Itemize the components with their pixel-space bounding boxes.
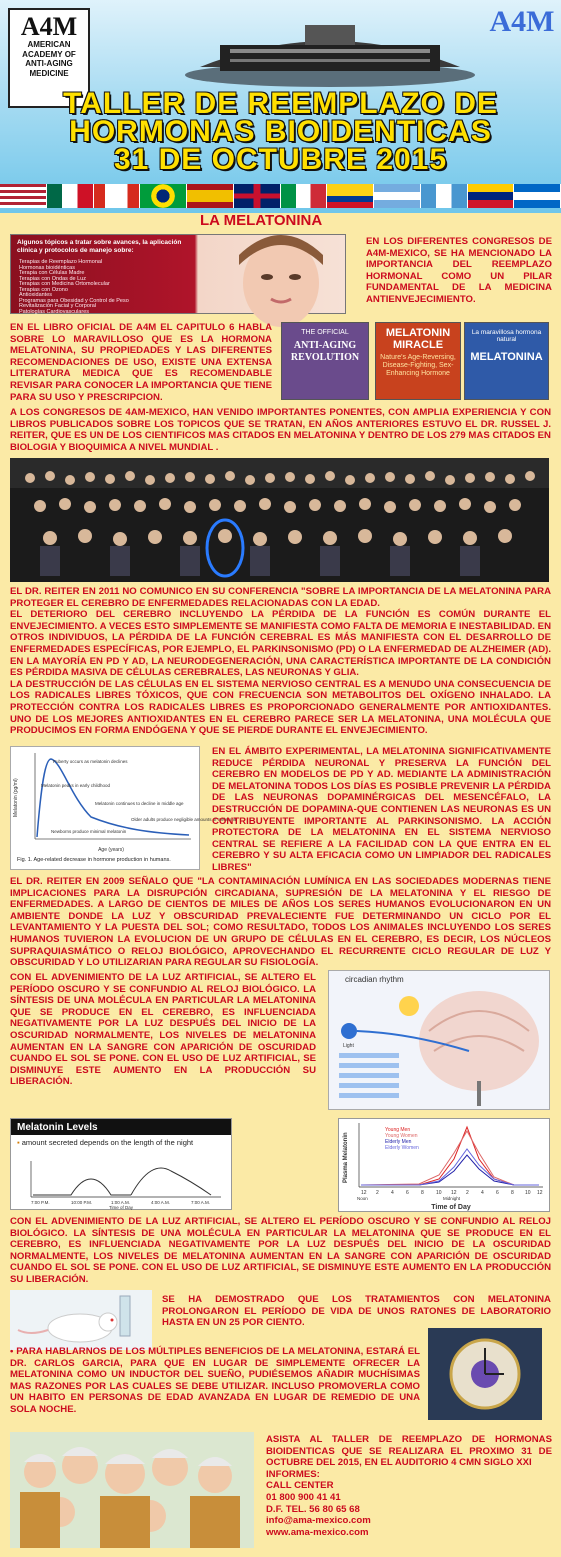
chart-xlabel: Age (years) — [98, 847, 124, 853]
topic-item: Terapia con Células Madre — [19, 270, 85, 276]
paragraph-intro: EN LOS DIFERENTES CONGRESOS DE A4M-MEXICO, SE HA MENCIONADO LA IMPORTANCIA DEL REEMPLAZO HORMONAL COMO UN PILAR FUNDAMENTAL DE LA MEDICINA ANTIENVEJECIMIENTO. — [366, 236, 552, 305]
topics-heading: Algunos tópicos a tratar sobre avances, la aplicación clínica y protocolos de manejo sobre: — [17, 239, 182, 254]
light-label: Light — [343, 1043, 354, 1049]
x-tick: 12 — [361, 1190, 367, 1196]
flag-brazil-icon — [140, 184, 187, 208]
topic-item: Hormonas bioidénticas — [19, 264, 75, 271]
topic-item: Terapias con Ozono — [19, 286, 68, 293]
group-photo — [10, 458, 549, 582]
flag-italy-icon — [281, 184, 328, 208]
topic-item: Programas para Obesidad y Control de Peso — [19, 297, 129, 304]
call-center-label: CALL CENTER — [266, 1480, 334, 1492]
chart-annotation: Melatonin continues to decline in middle age — [95, 801, 184, 806]
x-tick: 6 — [406, 1190, 409, 1196]
chart-annotation: Older adults produce negligible amounts of melatonin — [131, 817, 238, 822]
plasma-chart-svg — [339, 1119, 549, 1211]
website-link[interactable]: www.ama-mexico.com — [266, 1526, 369, 1538]
paragraph-artificial-light-2: CON EL ADVENIMIENTO DE LA LUZ ARTIFICIAL, SE ALTERO EL PERÍODO OSCURO Y SE CONFUNDIO AL RELOJ BIOLÓGICO. LA SÍNTESIS DE UNA MOLÉCULA EN PARTICULAR LA MELATONINA QUE SE PRODUCE EN EL CEREBRO, ES INFLUENCIADA NEGATIVAMENTE POR LA LUZ DESPUÉS DEL INICIO DE LA OSCURIDAD NORMALMENTE, LOS NIVELES DE MELATONINA AUMENTAN EN LA SANGRE CON APARICIÓN DE OSCURIDAD CUANDO EL SOL SE PONE. CON EL USO DE LUZ ARTIFICIAL, SE DISMINUYE ESTE AUMENTO EN LA PRODUCCIÓN SU LIBERACIÓN. — [10, 1216, 551, 1285]
topic-item: Terapias con Medicina Ortomolecular — [19, 281, 110, 287]
paragraph-artificial-light: CON EL ADVENIMIENTO DE LA LUZ ARTIFICIAL, SE ALTERO EL PERÍODO OSCURO Y SE CONFUNDIO AL RELOJ BIOLÓGICO. LA SÍNTESIS DE UNA MOLÉCULA EN PARTICULAR LA MELATONINA QUE SE PRODUCE EN EL CEREBRO, ES INFLUENCIADA NEGATIVAMENTE POR LA LUZ DESPUÉS DEL INICIO DE LA OSCURIDAD NORMALMENTE, LOS NIVELES DE MELATONINA AUMENTAN EN LA SANGRE CON APARICIÓN DE OSCURIDAD CUANDO EL SOL SE PONE. CON EL USO DE LUZ ARTIFICIAL, SE DISMINUYE ESTE AUMENTO EN LA PRODUCCIÓN SU LIBERACIÓN. — [10, 972, 316, 1088]
paragraph-reiter-2009: EL DR. REITER EN 2009 SEÑALO QUE "LA CONTAMINACIÓN LUMÍNICA EN LAS SOCIEDADES MODERNAS TIENE IMPLICACIONES PARA LA DISRUPCIÓN CIRCADIANA, SUPRESIÓN DE LA MELATONINA Y EL RIESGO DE ENFERMEDADES. A LARGO DE CIENTOS DE MILES DE AÑOS LOS SERES HUMANOS EVOLUCIONARON EN UN AMBIENTE DONDE LA LUZ Y OBSCURIDAD PREVALECIENTE FUE DETERMINANDO UN CICLO POR EL LEVANTAMIENTO Y LA PUESTA DEL SOL; COMO RESULTADO, TODOS LOS ANIMALES INCLUYENDO LOS SERES HUMANOS TUVIERON LA EVOLUCION DE UN GRUPO DE CÉLULAS EN EL CEREBRO, ES DECIR, LOS NÚCLEOS SUPRAQUIASMÁTICO O RELOJ BIOLÓGICO, APROVECHANDO EL RECURRENTE CICLO REGULAR DE LUZ Y OBSCURIDAD Y LO UTILIZARIAN PARA REGULAR SU FISIOLOGÍA. — [10, 876, 551, 969]
x-tick: 8 — [511, 1190, 514, 1196]
topics-list — [19, 260, 194, 315]
chart-annotation: Newborns produce minimal melatonin — [51, 829, 127, 834]
informes-label: INFORMES: — [266, 1468, 320, 1480]
woman-face-image — [211, 235, 347, 315]
seniors-photo — [10, 1432, 254, 1548]
logo-line: ACADEMY OF — [22, 49, 76, 59]
title-line: TALLER DE REEMPLAZO DE — [63, 87, 498, 120]
book-subtitle: Nature's Age-Reversing, Disease-Fighting, Sex-Enhancing Hormone — [380, 354, 456, 377]
plasma-ylabel: Plasma Melatonin — [343, 1132, 349, 1183]
x-tick: 4:00 A.M. — [151, 1200, 171, 1205]
flag-usa-icon — [0, 184, 47, 208]
x-tick: 4 — [481, 1190, 484, 1196]
book-cover — [281, 322, 369, 400]
x-tick: 7:00 A.M. — [191, 1200, 211, 1205]
paragraph-mice: SE HA DEMOSTRADO QUE LOS TRATAMIENTOS CON MELATONINA PROLONGARON EL PERÍODO DE VIDA DE UNOS RATONES DE LABORATORIO HASTA EN UN 25 POR CIENTO. — [162, 1294, 551, 1329]
flag-mexico-icon — [47, 184, 94, 208]
dr-garcia-text: PARA HABLARNOS DE LOS MÚLTIPLES BENEFICIOS DE LA MELATONINA, ESTARÁ EL DR. CARLOS GARCIA, PARA QUE EN LUGAR DE SIMPLEMENTE OFRECER LA MELATONINA COMO UN INDUCTOR DEL SUEÑO, PUDIÉSEMOS AÑADIR MUCHÍSIMAS MAS RAZONES POR LAS CUALES SE DEBE UTILIZAR. INCLUSO PROMOVERLA COMO UN HABITO EN PERSONAS DE EDAD AVANZADA EN LUGAR DE REMEDIO DE UNA SOLA NOCHE. — [10, 1346, 420, 1415]
title-line: 31 DE OCTUBRE 2015 — [113, 143, 448, 176]
age-chart-svg — [11, 747, 238, 857]
title-line: HORMONAS BIOIDENTICAS — [69, 115, 492, 148]
mel-levels-bullet — [17, 1138, 227, 1147]
paragraph-book: EN EL LIBRO OFICIAL DE A4M EL CAPITULO 6 HABLA SOBRE LO MARAVILLOSO QUE ES LA HORMONA MELATONINA, SU PROPIEDADES Y LAS DIFERENTES RECOMENDACIONES DE USO, EXISTE UNA EXTENSA LITERATURA MEDICA QUE ES RECOMENDABLE REVISAR PARA CONOCER LA IMPORTANCIA QUE TIENE PARA SU USO Y PRESCRIPCION. — [10, 322, 272, 403]
flags-strip — [0, 184, 561, 208]
chart-annotation: Puberty occurs as melatonin declines — [53, 759, 128, 764]
email-link[interactable]: info@ama-mexico.com — [266, 1515, 371, 1527]
mel-bullet-text: amount secreted depends on the length of the night — [21, 1138, 194, 1147]
plasma-melatonin-chart — [338, 1118, 550, 1212]
paragraph-invitation: ASISTA AL TALLER DE REEMPLAZO DE HORMONAS BIOIDENTICAS QUE SE REALIZARA EL PROXIMO 31 DE OCTUBRE DEL 2015, EN EL AUDITORIO 4 CMN SIGLO XXI — [266, 1434, 552, 1469]
circadian-title: circadian rhythm — [345, 975, 404, 984]
topic-item: Antioxidantes — [19, 292, 53, 298]
page-title — [0, 87, 561, 176]
topics-banner — [10, 234, 346, 314]
topic-item: Terapias de Reemplazo Hormonal — [19, 259, 103, 265]
book-title: ANTI-AGING REVOLUTION — [290, 340, 360, 363]
chart-annotation: Melatonin peaks in early childhood — [41, 783, 111, 788]
age-melatonin-chart — [10, 746, 238, 870]
paragraph-reiter-2011: EL DR. REITER EN 2011 NO COMUNICO EN SU CONFERENCIA "SOBRE LA IMPORTANCIA DE LA MELATONINA PARA PROTEGER EL CEREBRO DE ENFERMEDADES RELACIONADAS CON LA EDAD. EL DETERIORO DEL CEREBRO INCLUYENDO LA PÉRDIDA DE LA FUNCIÓN ES COMÚN DURANTE EL ENVEJECIMIENTO. A VECES ESTO SIMPLEMENTE SE MANIFIESTA COMO FALTA DE MEMORIA E INESTABILIDAD. EN OTROS INDIVIDUOS, LA PÉRDIDA DE LA FUNCIÓN CEREBRAL ES MÁS MANIFIESTA CON EL DESARROLLO DE ENFERMEDADES ESPECÍFICAS, POR EJEMPLO, EL PARKINSONISMO (PD) O LA ENFERMEDAD DE ALZHEIMER (AD). EN LA MAYORÍA EN PD Y AD, LA NEURODEGENERACIÓN, UNA CARACTERÍSTICA IMPORTANTE DE LA CONDICIÓN ES PÉRDIDA MASIVA DE CÉLULAS CEREBRALES, LAS NEURONAS Y GLIA. LA DESTRUCCIÓN DE LAS CÉLULAS EN EL SISTEMA NERVIOSO CENTRAL ES A MENUDO UNA CONSECUENCIA DE LOS RADICALES LIBRES TÓXICOS, QUE CON FRECUENCIA SON METABOLITOS DEL OXÍGENO INHALADO. LA PROTECCIÓN CONTRA LOS RADICALES LIBRES ES PROPORCIONADO GENERALMENTE POR ANTIOXIDANTES. UNO DE LOS MEJORES ANTIOXIDANTES EN EL CEREBRO PARECE SER LA MELATONINA, UNA MOLÉCULA QUE PRODUCIMOS EN FORMA ENDÓGENA Y QUE SE PIERDE DURANTE EL ENVEJECIMIENTO. — [10, 586, 552, 737]
mel-levels-title: Melatonin Levels — [11, 1119, 231, 1135]
book-cover — [375, 322, 461, 400]
x-tick: 10 — [525, 1190, 531, 1196]
plasma-xlabel: Time of Day — [431, 1204, 471, 1211]
x-tick: 6 — [496, 1190, 499, 1196]
mel-xlabel: Time of Day — [108, 1205, 134, 1210]
header-banner — [0, 0, 561, 213]
mel-levels-svg — [11, 1157, 231, 1209]
lab-mouse-image — [10, 1290, 152, 1350]
brain-image — [329, 971, 549, 1109]
paragraph-experimental: EN EL ÁMBITO EXPERIMENTAL, LA MELATONINA SIGNIFICATIVAMENTE REDUCE PÉRDIDA NEURONAL Y PRESERVA LA FUNCIÓN DEL CEREBRO EN MODELOS DE PD Y AD. MEDIANTE LA ADMINISTRACIÓN DE MELATONINA TODOS LOS DÍAS ES POSIBLE PREVENIR LA PÉRDIDA DE LAS NEURONAS DOPAMINÉRGICAS DEL MESENCÉFALO, LA DESTRUCCIÓN DE DOPAMINA-QUE CONTIENEN LAS NEURONAS ES UN CONTRIBUYENTE IMPORTANTE AL PARKINSONISMO. LA ACCIÓN PROTECTORA DE LA MELATONINA EN EL SISTEMA NERVIOSO CENTRAL SE REFIERE A LA FACILIDAD CON LA QUE ENTRA EN EL CEREBRO Y SU ALTA EFICACIA COMO UN LIMPIADOR DEL RADICALES LIBRES" — [212, 746, 551, 873]
legend-item: Young Men — [385, 1127, 411, 1133]
building-image — [180, 5, 480, 85]
a4m-brand-mark: A4M — [489, 5, 555, 38]
logo-line: AMERICAN — [27, 40, 71, 49]
paragraph-dr-garcia — [10, 1346, 420, 1416]
x-tick: 1:00 A.M. — [111, 1200, 131, 1205]
contact-block — [266, 1434, 552, 1538]
topic-item: Patologías Cardiovasculares — [19, 308, 90, 315]
bullet-icon: • — [10, 1346, 17, 1357]
flag-argentina-icon — [374, 184, 421, 208]
legend-item: Elderly Men — [385, 1139, 412, 1145]
phone-number: 01 800 900 41 41 — [266, 1491, 341, 1503]
flag-guatemala-icon — [421, 184, 468, 208]
midnight-label: Midnight — [443, 1196, 461, 1201]
book-title: MELATONINA — [470, 351, 543, 363]
chart-caption: Fig. 1. Age-related decrease in hormone production in humans. — [17, 857, 171, 863]
section-title: LA MELATONINA — [200, 212, 323, 229]
flag-venezuela-icon — [468, 184, 515, 208]
flag-canada-icon — [94, 184, 141, 208]
x-tick: 2 — [376, 1190, 379, 1196]
x-tick: 12 — [537, 1190, 543, 1196]
logo-line: MEDICINE — [29, 68, 69, 78]
chart-ylabel: Melatonin (pg/ml) — [13, 778, 19, 817]
legend-item: Elderly Women — [385, 1145, 419, 1151]
noon-label: Noon — [357, 1196, 368, 1201]
book-subtitle: THE OFFICIAL — [301, 329, 349, 336]
topic-item: Revitalización Facial y Corporal — [19, 303, 97, 309]
book-subtitle: La maravillosa hormona natural — [471, 329, 542, 343]
clock-image — [428, 1328, 542, 1420]
paragraph-speakers: A LOS CONGRESOS DE 4AM-MEXICO, HAN VENIDO IMPORTANTES PONENTES, CON AMPLIA EXPERIENCIA Y CON LIBROS PUBLICADOS SOBRE LOS TOPICOS QUE SE TRATAN, EN AÑOS ANTERIORES ESTUVO EL DR. RUSSEL J. REITER, QUE ES UN DE LOS CIENTIFICOS MAS CITADOS EN MELATONINA Y DENTRO DE LOS 279 MAS CITADOS EN BIOLOGIA Y BIOQUIMICA A NIVEL MUNDIAL . — [10, 407, 551, 453]
circadian-diagram — [328, 970, 550, 1110]
x-tick: 7:00 P.M. — [31, 1200, 50, 1205]
x-tick: 10 — [436, 1190, 442, 1196]
logo-line: ANTI-AGING — [25, 59, 73, 68]
book-title: MELATONIN MIRACLE — [385, 327, 451, 351]
logo-mark: A4M — [20, 12, 78, 41]
x-tick: 12 — [451, 1190, 457, 1196]
melatonin-levels-chart — [10, 1118, 232, 1210]
bullet-icon: ▪ — [17, 1138, 22, 1147]
flag-colombia-icon — [327, 184, 374, 208]
book-cover — [464, 322, 549, 400]
x-tick: 2 — [466, 1190, 469, 1196]
x-tick: 8 — [421, 1190, 424, 1196]
flag-uk-icon — [234, 184, 281, 208]
topic-item: Terapias con Ondas de Luz — [19, 275, 86, 282]
flag-nicaragua-icon — [514, 184, 561, 208]
x-tick: 4 — [391, 1190, 394, 1196]
df-phone: D.F. TEL. 56 80 65 68 — [266, 1503, 360, 1515]
x-tick: 10:00 P.M. — [71, 1200, 93, 1205]
flag-spain-icon — [187, 184, 234, 208]
legend-item: Young Women — [385, 1133, 418, 1139]
